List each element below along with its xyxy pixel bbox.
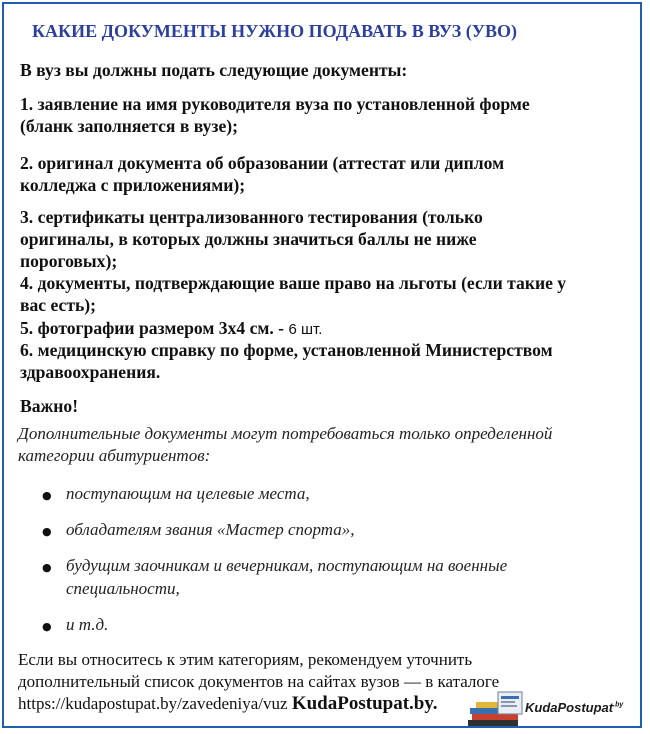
item-5-text: 5. фотографии размером 3х4 см. - — [20, 318, 285, 338]
item-4-line-1: 4. документы, подтверждающие ваше право на льготы (если такие у — [20, 273, 567, 293]
page-title: КАКИЕ ДОКУМЕНТЫ НУЖНО ПОДАВАТЬ В ВУЗ (УВО) — [32, 21, 517, 41]
important-note-line-2: категории абитуриентов: — [18, 446, 211, 465]
item-6-line-1: 6. медицинскую справку по форме, установленной Министерством — [20, 340, 553, 360]
bullet-3-line-1: будущим заочникам и вечерникам, поступающим на военные — [66, 556, 508, 575]
item-1-line-2: (бланк заполняется в вузе); — [20, 116, 239, 136]
bullet-4: и т.д. — [66, 615, 109, 634]
important-note-line-1: Дополнительные документы могут потребоваться только определенной — [18, 424, 553, 443]
bullet-2: обладателям звания «Мастер спорта», — [66, 520, 355, 539]
important-label: Важно! — [20, 396, 79, 416]
bullet-dot: ● — [42, 525, 52, 538]
logo-text: KudaPostupat$^{.by}$ — [525, 700, 624, 715]
footer-line-3 — [18, 694, 438, 714]
catalog-link[interactable]: https://kudapostupat.by/zavedeniya/vuz — [18, 694, 288, 713]
footer-line-2: дополнительный список документов на сайтах вузов — в каталоге — [18, 672, 500, 691]
bullet-dot: ● — [42, 489, 52, 502]
item-3-line-2: оригиналы, в которых должны значиться баллы не ниже — [20, 229, 477, 249]
item-3-line-1: 3. сертификаты централизованного тестирования (только — [20, 207, 483, 227]
bullet-dot: ● — [42, 620, 52, 633]
item-6-line-2: здравоохранения. — [20, 362, 161, 382]
item-3-line-3: пороговых); — [20, 251, 118, 271]
bullet-1: поступающим на целевые места, — [66, 484, 310, 503]
item-5-quantity: 6 шт. — [288, 321, 323, 338]
bullet-3-line-2: специальности, — [66, 579, 180, 598]
item-2-line-2: колледжа с приложениями); — [20, 175, 246, 195]
item-2-line-1: 2. оригинал документа об образовании (аттестат или диплом — [20, 153, 505, 173]
intro-text: В вуз вы должны подать следующие документы: — [20, 60, 408, 80]
site-name[interactable]: KudaPostupat.by. — [291, 693, 438, 714]
item-5-line-1 — [20, 318, 322, 340]
item-1-line-1: 1. заявление на имя руководителя вуза по установленной форме — [20, 94, 530, 114]
footer-line-1: Если вы относитесь к этим категориям, рекомендуем уточнить — [18, 650, 473, 669]
bullet-dot: ● — [42, 561, 52, 574]
item-4-line-2: вас есть); — [20, 295, 97, 315]
